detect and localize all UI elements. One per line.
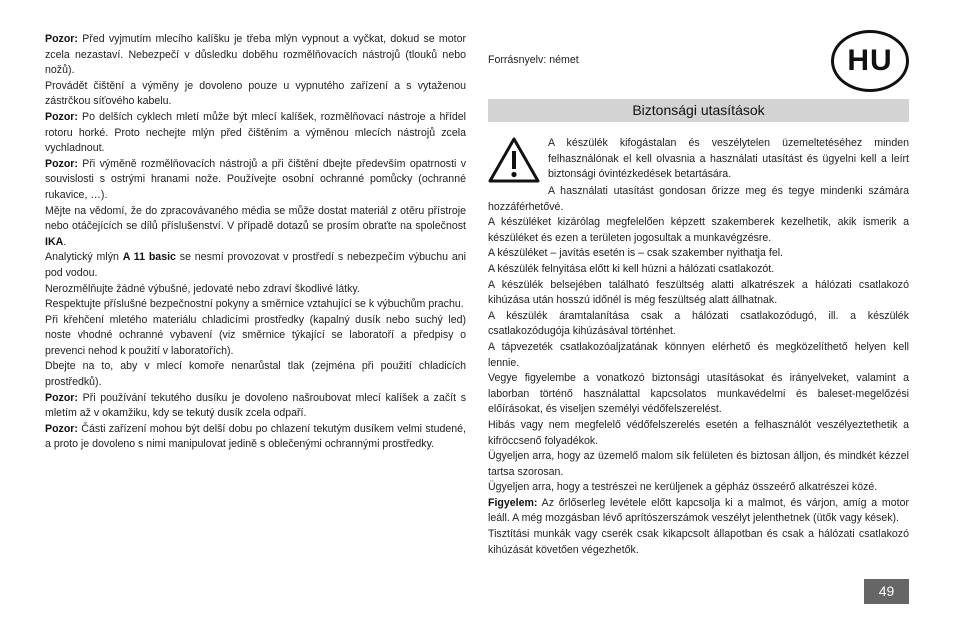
text: A készülék felnyitása előtt ki kell húzni a hálózati csatlakozót. [488,262,775,275]
text: Po delších cyklech mletí může být mlecí kalíšek, rozmělňovací nástroje a hřídel rotoru horké. Proto nechejte mlýn před čištěním a výměnou mlecích nástrojů zcela vychladnout. [45,110,466,155]
text: Provádět čištění a výměny je dovoleno pouze u vypnutého zařízení a s vytaženou zástrčkou síťového kabelu. [45,79,466,108]
paragraph [488,278,909,309]
paragraph [488,480,909,496]
text: Vegye figyelembe a vonatkozó biztonsági utasításokat és irányelveket, valamint a laborban történő használattal kapcsolatos munkavédelmi és baleset-megelőzési előírásokat, és viseljen személyi védőfelszerelést. [488,372,909,416]
paragraph [45,79,466,110]
text: Respektujte příslušné bezpečnostní pokyny a směrnice vztahující se k výbuchům prachu. [45,298,464,311]
text: Ügyeljen arra, hogy az üzemelő malom sík felületen és biztosan álljon, és mindkét kézzel tartsa szorosan. [488,450,909,478]
text: Dbejte na to, aby v mlecí komoře nenarůstal tlak (zejména při použití chladicích prostředků). [45,360,466,389]
paragraph [45,359,466,390]
label: Pozor: [45,110,78,123]
text: Az őrlőserleg levétele előtt kapcsolja ki a malmot, és várjon, amíg a motor leáll. A még mozgásban lévő aprítószerszámok veszélyt jelenthetnek (ütők vagy kések). [488,496,909,525]
text: Při křehčení mletého materiálu chladicími prostředky (kapalný dusík nebo suchý led) noste vhodné ochranné vybavení (viz směrnice týkající se laboratoří a předpisy o prevenci nehod k použití v laboratořích). [45,313,466,357]
page-number: 49 [864,579,909,604]
warning-triangle-icon [488,137,540,183]
paragraph [488,309,909,340]
paragraph [488,449,909,480]
paragraph [488,496,909,527]
language-badge: HU [831,30,909,92]
text: Před vyjmutím mlecího kalíšku je třeba mlýn vypnout a vyčkat, dokud se motor zcela nezastaví. Nebezpečí v důsledku doběhu rozmělňovacích nástrojů (tlouků nebo nožů). [45,33,466,77]
paragraph [488,527,909,558]
text: A készüléket – javítás esetén is – csak szakember nyithatja fel. [488,247,784,260]
label: Pozor: [45,157,78,170]
paragraph [45,32,466,79]
text: se nesmí provozovat v prostředí s nebezpečím výbuchu ani pod vodou. [45,251,466,279]
warning-intro [548,136,909,183]
section-heading: Biztonsági utasítások [488,99,909,122]
paragraph [45,250,466,281]
paragraph [548,136,909,183]
left-column [45,32,466,453]
paragraph [45,391,466,422]
text: A használati utasítást gondosan őrizze meg és tegye mindenki számára hozzáférhetővé. [488,185,909,213]
bold-text: A 11 basic [122,251,176,264]
paragraph [488,418,909,449]
right-column-body [488,184,909,558]
paragraph [45,282,466,298]
paragraph [45,313,466,360]
paragraph [488,215,909,246]
text: Nerozmělňujte žádné výbušné, jedovaté nebo zdraví škodlivé látky. [45,282,360,295]
text: A készülék belsejében található feszültség alatti alkatrészek a hálózati csatlakozó kihúzása után hosszú időnél is még feszültség alatt állhatnak. [488,278,909,307]
paragraph [488,371,909,418]
paragraph [488,246,909,262]
text: Ügyeljen arra, hogy a testrészei ne kerüljenek a gépház összeérő alkatrészei közé. [488,481,878,494]
text: Části zařízení mohou být delší dobu po chlazení tekutým dusíkem velmi studené, a proto je dovoleno s nimi manipulovat jedině s oblečenými ochrannými prostředky. [45,422,466,451]
bold-text: IKA [45,235,64,248]
text: Analytický mlýn [45,251,123,264]
paragraph [488,262,909,278]
paragraph [45,297,466,313]
text: A készüléket kizárólag megfelelően képzett szakemberek kezelhetik, akik ismerik a készüléket és ezen a területen jogosultak a munkavégzésre. [488,216,909,244]
text: A készülék áramtalanítása csak a hálózati csatlakozódugó, ill. a készülék csatlakozódugója kihúzásával történhet. [488,309,909,338]
text: . [63,235,67,248]
text: Při výměně rozmělňovacích nástrojů a při čištění dbejte především opatrnosti v souvislosti s ostrými hranami nože. Používejte osobní ochranné pomůcky (ochranné rukavice, …). [45,157,466,201]
text: Mějte na vědomí, že do zpracovávaného média se může dostat materiál z otěru přístroje nebo otáčejících se dílů příslušenství. V případě dotazů se prosím obraťte na společnost [45,204,466,233]
text: A készülék kifogástalan és veszélytelen üzemeltetéséhez minden felhasználónak el kell olvasnia a használati utasítást és ügyelni kell a leírt biztonsági óvintézkedések betartására. [548,137,909,181]
paragraph [488,340,909,371]
paragraph [45,157,466,204]
text: A tápvezeték csatlakozóaljzatának könnyen elérhető és megközelíthető helyen kell lennie. [488,340,909,369]
label: Pozor: [45,422,78,435]
text: Při používání tekutého dusíku je dovoleno našroubovat mlecí kalíšek a začít s mletím až v okamžiku, kdy se tekutý dusík zcela odpaří. [45,391,466,420]
paragraph [45,204,466,251]
text: Hibás vagy nem megfelelő védőfelszerelés esetén a felhasználót veszélyeztethetik a kifröccsenő folyadékok. [488,418,909,447]
text: Tisztítási munkák vagy cserék csak kikapcsolt állapotban és csak a hálózati csatlakozó kihúzását követően végezhetők. [488,528,909,556]
source-language-note: Forrásnyelv: német [488,54,579,66]
paragraph [45,110,466,157]
label: Figyelem: [488,496,538,509]
label: Pozor: [45,33,78,45]
paragraph [488,184,909,215]
paragraph [45,422,466,453]
label: Pozor: [45,391,78,404]
